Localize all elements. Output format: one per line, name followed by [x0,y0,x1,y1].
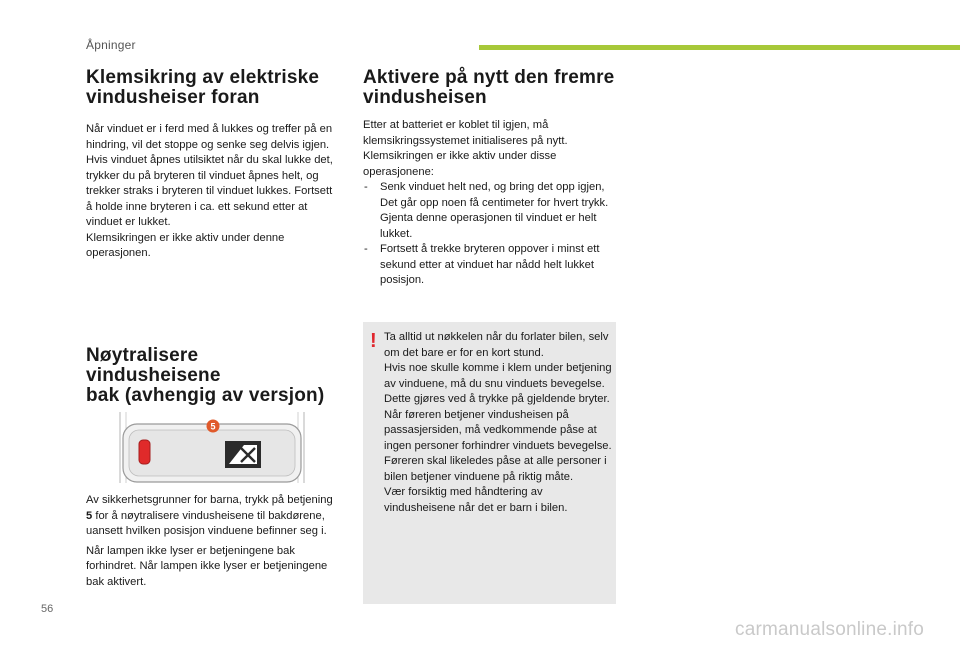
middle-column [363,68,618,289]
neutralise-text: Av sikkerhetsgrunner for barna, trykk på betjening 5 for å nøytralisere vindusheisene til bakdørene, uansett hvilken posisjon vinduene befinner seg i. [86,494,333,537]
warning-box [363,322,616,604]
heading-neutralise-rear: Nøytralisere vindusheisene bak (avhengig av versjon) [86,345,325,406]
callout-number: 5 [210,421,216,432]
lamp-status-text: Når lampen ikke lyser er betjeningene bak forhindret. Når lampen ikke lyser er betjeningene bak aktivert. [86,544,328,588]
page-number: 56 [41,603,54,615]
left-column-text [86,493,338,590]
reactivate-intro: Etter at batteriet er koblet til igjen, må klemsikringssystemet initialiseres på nytt. Klemsikringen er ikke aktiv under disse operasjonene: [363,119,568,178]
section-title: Åpninger [86,38,136,52]
exclamation-icon: ! [370,330,377,352]
heading-reactivate-front: Aktivere på nytt den fremre vindusheisen [363,67,615,108]
watermark: carmanualsonline.info [735,619,925,640]
left-column-bottom-heading [86,346,338,406]
heading-anti-pinch: Klemsikring av elektriske vindusheiser foran [86,67,320,108]
list-item: - Senk vinduet helt ned, og bring det opp igjen, Det går opp noen få centimeter for hvert trykk. Gjenta denne operasjonen til vinduet er helt lukket. [363,180,618,242]
list-item: - Fortsett å trekke bryteren oppover i minst ett sekund etter at vinduet har nådd helt lukket posisjon. [363,242,618,289]
reactivate-steps [363,180,618,289]
left-column-top [86,68,338,262]
rear-window-lock-switch-illustration [117,410,307,485]
header-accent-bar [479,45,960,50]
anti-pinch-text: Når vinduet er i ferd med å lukkes og treffer på en hindring, vil det stoppe og senke seg delvis igjen. Hvis vinduet åpnes utilsiktet når du skal lukke det, trykker du på bryteren til vinduet åpnes helt, og trekker straks i bryteren til vinduet lukkes. Fortsett å holde inne bryteren i ca. ett sekund etter at vinduet er lukket. Klemsikringen er ikke aktiv under denne operasjonen. [86,123,333,259]
warning-text: Ta alltid ut nøkkelen når du forlater bilen, selv om det bare er for en kort stund. Hvis noe skulle komme i klem under betjening av vinduene, må du snu vinduets bevegelse. Dette gjøres ved å trykke på gjeldende bryter. Når føreren betjener vindusheisen på passasjersiden, må vedkommende påse at ingen personer forhindrer vinduets bevegelse. Føreren skal likeledes påse at alle personer i bilen betjener vinduene på riktig måte. Vær forsiktig med håndtering av vindusheisene når det er barn i bilen. [384,331,612,514]
